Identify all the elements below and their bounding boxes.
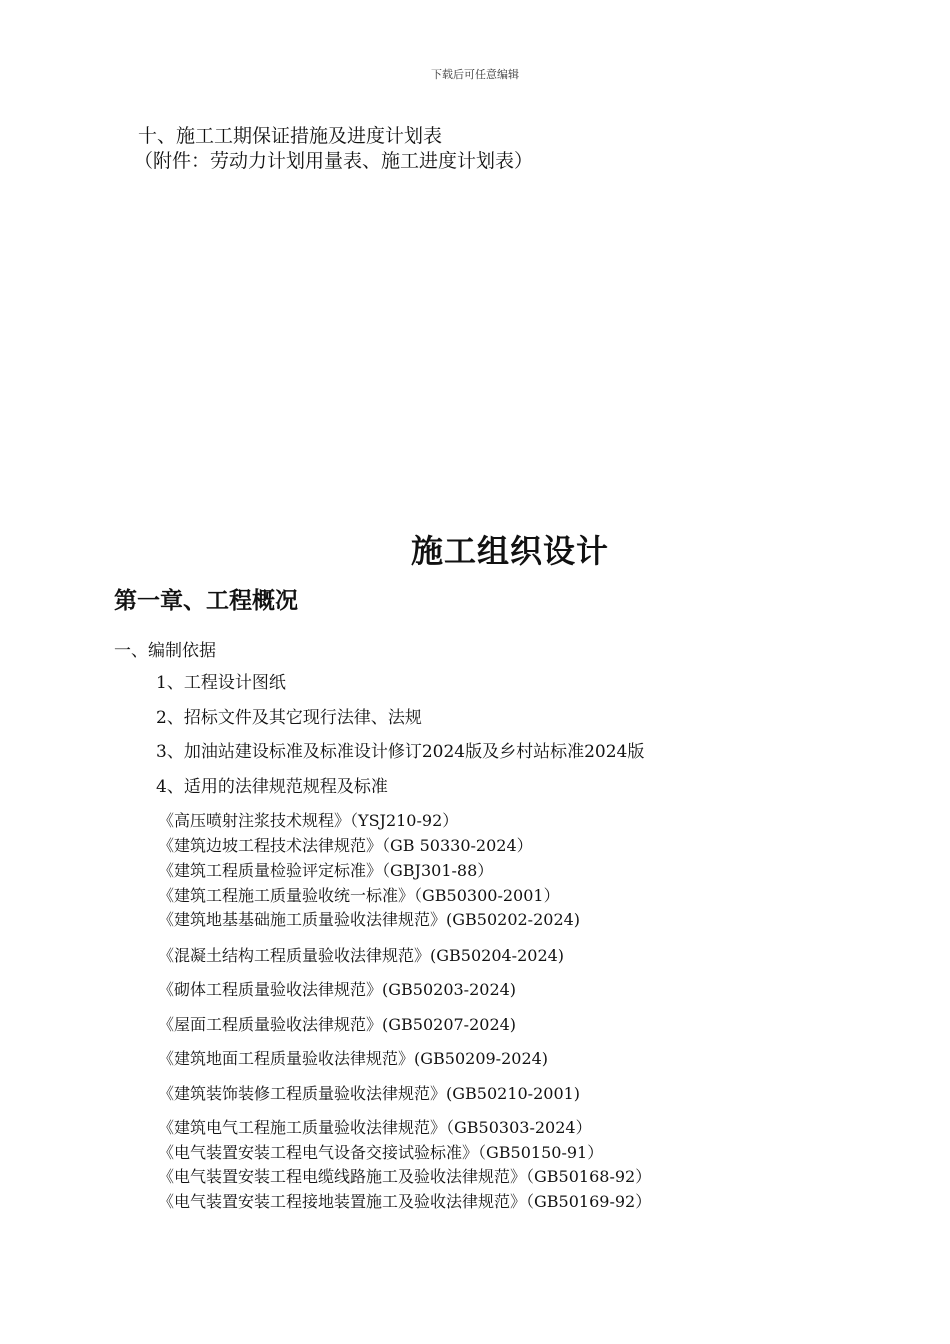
document-title: 施工组织设计 [410, 532, 609, 570]
standard-item: 《建筑电气工程施工质量验收法律规范》（GB50303-2024） [158, 1118, 592, 1137]
basis-item: 4、适用的法律规范规程及标准 [156, 776, 388, 797]
standard-item: 《建筑工程质量检验评定标准》（GBJ301-88） [158, 861, 494, 880]
standard-item: 《建筑边坡工程技术法律规范》（GB 50330-2024） [158, 836, 533, 855]
basis-item: 3、加油站建设标准及标准设计修订2024版及乡村站标准2024版 [156, 742, 645, 762]
page-header-note: 下载后可任意编辑 [431, 68, 519, 81]
standard-item: 《混凝土结构工程质量验收法律规范》(GB50204-2024) [158, 946, 565, 965]
basis-item: 1、工程设计图纸 [156, 673, 286, 693]
standard-item: 《建筑装饰装修工程质量验收法律规范》(GB50210-2001) [158, 1084, 581, 1103]
standard-item: 《电气装置安装工程电缆线路施工及验收法律规范》（GB50168-92） [158, 1167, 652, 1186]
standard-item: 《建筑地面工程质量验收法律规范》(GB50209-2024) [158, 1049, 549, 1068]
toc-line-1: 十、施工工期保证措施及进度计划表 [138, 125, 443, 147]
standard-item: 《建筑地基基础施工质量验收法律规范》(GB50202-2024) [158, 910, 581, 929]
standard-item: 《电气装置安装工程接地装置施工及验收法律规范》（GB50169-92） [158, 1192, 652, 1211]
basis-list [156, 671, 644, 809]
toc-line-2: （附件：劳动力计划用量表、施工进度计划表） [134, 150, 534, 172]
standard-item: 《砌体工程质量验收法律规范》(GB50203-2024) [158, 980, 517, 999]
section-heading: 一、编制依据 [114, 641, 216, 661]
chapter-heading: 第一章、工程概况 [114, 587, 298, 614]
standard-item: 《屋面工程质量验收法律规范》(GB50207-2024) [158, 1015, 517, 1034]
standard-item: 《高压喷射注浆技术规程》（YSJ210-92） [158, 811, 459, 830]
standard-item: 《电气装置安装工程电气设备交接试验标准》（GB50150-91） [158, 1143, 604, 1162]
toc-block [134, 124, 534, 174]
standard-item: 《建筑工程施工质量验收统一标准》（GB50300-2001） [158, 886, 560, 905]
basis-item: 2、招标文件及其它现行法律、法规 [156, 707, 422, 728]
